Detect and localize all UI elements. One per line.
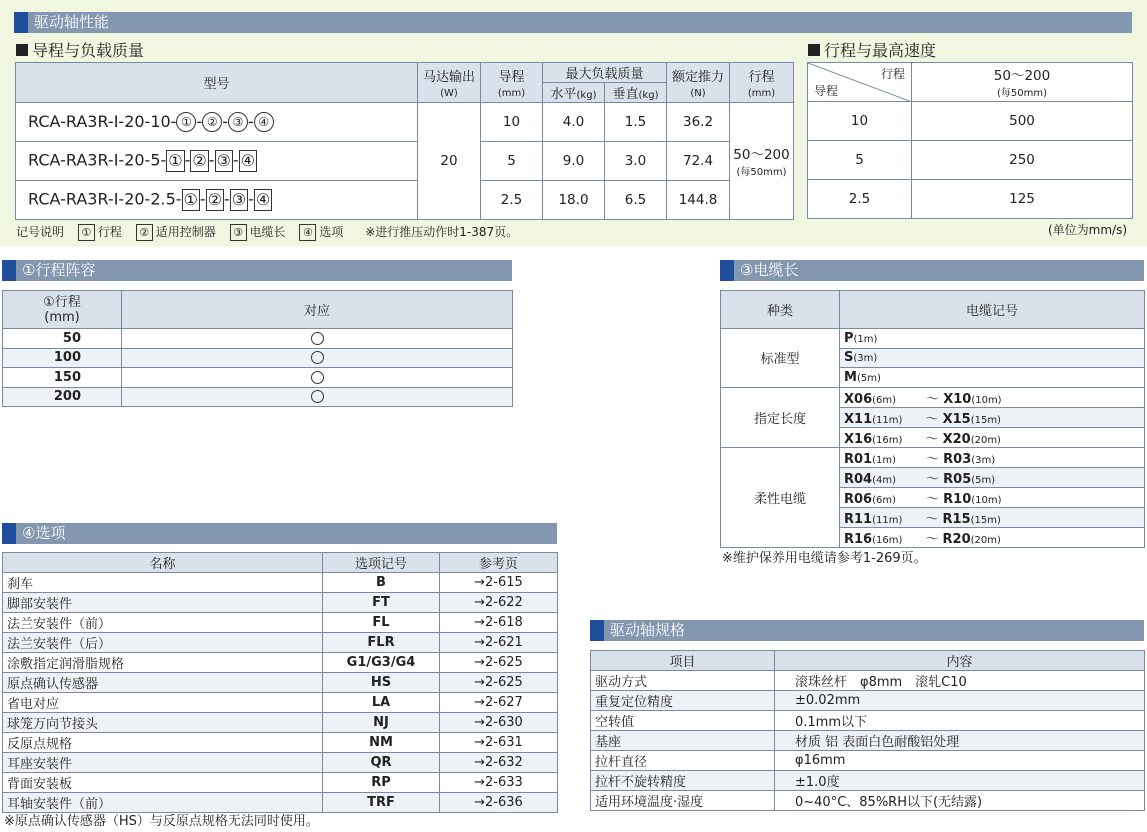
legend-text: 行程 — [97, 225, 122, 239]
col-stroke-label: 行程 — [748, 69, 775, 85]
table-row — [721, 329, 1145, 349]
option-page[interactable]: →2-618 — [440, 613, 558, 633]
col-horizontal-unit: (kg) — [576, 90, 597, 101]
table-row — [3, 633, 558, 653]
option-name: 刹车 — [3, 573, 323, 593]
cable-code-a: R06 — [844, 491, 873, 507]
stroke-note: (每50mm) — [736, 167, 787, 178]
section-title: ①行程阵容 — [22, 261, 96, 279]
option-name: 脚部安装件 — [3, 593, 323, 613]
col-name: 名称 — [3, 553, 323, 573]
cable-code-a: X06 — [844, 391, 873, 407]
option-name: 耳轴安装件（前） — [3, 793, 323, 813]
section-title: 驱动轴性能 — [34, 13, 110, 31]
mark-cable: ③ — [228, 112, 248, 132]
table-row — [808, 180, 1133, 219]
table-row — [721, 387, 1145, 407]
legend-label: 记号说明 — [16, 225, 65, 239]
load-section-title — [16, 38, 144, 61]
section-marker-icon — [14, 12, 28, 33]
option-name: 原点确认传感器 — [3, 673, 323, 693]
table-row — [3, 753, 558, 773]
col-max-load: 最大负载质量 — [543, 63, 667, 83]
cable-len-a: (11m) — [872, 414, 903, 426]
col-vertical-unit: (kg) — [638, 90, 659, 101]
table-row — [3, 329, 513, 349]
stroke-table-box — [2, 290, 512, 407]
col-motor-unit: (W) — [440, 87, 458, 99]
square-bullet-icon — [16, 44, 28, 56]
cable-code-b: R15 — [942, 511, 971, 527]
cable-code — [840, 467, 1145, 487]
cable-len-a: (1m) — [872, 454, 897, 466]
corner-top-label: 行程 — [880, 67, 905, 81]
section-marker-icon — [720, 260, 734, 281]
option-note: ※原点确认传感器（HS）与反原点规格无法同时使用。 — [4, 814, 319, 829]
lead-value: 2.5 — [481, 181, 543, 220]
speed-title-text: 行程与最高速度 — [824, 41, 937, 60]
section-marker-icon — [2, 523, 16, 544]
cable-len-a: (5m) — [856, 372, 881, 384]
col-type: 种类 — [721, 291, 840, 329]
cable-len-a: (6m) — [872, 394, 897, 406]
section-header-performance — [14, 12, 1132, 33]
cable-code-a: X11 — [844, 411, 873, 427]
horizontal-value: 4.0 — [543, 103, 605, 142]
cable-len-b: (15m) — [970, 414, 1001, 426]
col-support: 对应 — [122, 291, 513, 329]
load-table-box — [15, 62, 793, 220]
cable-len-b: (20m) — [970, 434, 1001, 446]
col-code: 电缆记号 — [840, 291, 1145, 329]
option-code: G1/G3/G4 — [323, 653, 440, 673]
cable-len-a: (1m) — [853, 333, 878, 345]
tilde: ～ — [926, 491, 940, 507]
circle-icon — [311, 371, 324, 384]
circle-icon — [311, 351, 324, 364]
option-name: 耳座安装件 — [3, 753, 323, 773]
table-row — [3, 613, 558, 633]
section-header-spec — [590, 620, 1144, 641]
speed-unit: (单位为mm/s) — [1048, 223, 1128, 237]
option-code: LA — [323, 693, 440, 713]
option-page[interactable]: →2-633 — [440, 773, 558, 793]
model-prefix: RCA-RA3R-I-20-10- — [28, 111, 177, 131]
cable-code-a: M — [844, 369, 857, 385]
option-name: 法兰安装件（前） — [3, 613, 323, 633]
table-row — [16, 103, 794, 142]
cable-code-a: R01 — [844, 451, 873, 467]
cable-code-b: R03 — [943, 451, 972, 467]
legend — [16, 223, 518, 241]
option-page[interactable]: →2-630 — [440, 713, 558, 733]
thrust-value: 72.4 — [667, 142, 730, 181]
tilde: ～ — [926, 471, 940, 487]
stroke-header-range: 50～200 — [993, 68, 1051, 84]
legend-text: 电缆长 — [249, 225, 286, 239]
spec-table — [590, 650, 1145, 811]
corner-bottom-label: 导程 — [814, 84, 839, 98]
col-stroke-unit: (mm) — [747, 87, 776, 99]
option-name: 涂敷指定润滑脂规格 — [3, 653, 323, 673]
speed-stroke-header — [912, 63, 1133, 102]
legend-text: 选项 — [319, 225, 344, 239]
speed-table — [807, 62, 1133, 219]
table-row — [591, 791, 1145, 811]
table-row — [3, 368, 513, 388]
cable-code-b: R20 — [942, 531, 971, 547]
cable-code-a: R16 — [844, 531, 873, 547]
stroke-value — [730, 103, 794, 220]
spec-content: 0.1mm以下 — [775, 711, 1145, 731]
legend-note: ※进行推压动作时1-387页。 — [365, 225, 519, 239]
stroke-header-note: (每50mm) — [996, 88, 1047, 99]
option-page[interactable]: →2-632 — [440, 753, 558, 773]
circle-icon — [311, 332, 324, 345]
square-bullet-icon — [808, 44, 820, 56]
cable-code-a: R04 — [844, 471, 873, 487]
table-row — [3, 733, 558, 753]
table-row — [3, 673, 558, 693]
speed-value: 250 — [912, 141, 1133, 180]
cable-code — [840, 368, 1145, 388]
mark-option: ④ — [255, 190, 271, 209]
vertical-value: 1.5 — [605, 103, 667, 142]
section-title: ④选项 — [22, 524, 66, 542]
col-content: 内容 — [775, 651, 1145, 671]
option-table-box — [2, 552, 557, 813]
table-row — [3, 573, 558, 593]
col-model: 型号 — [16, 63, 418, 103]
thrust-value: 36.2 — [667, 103, 730, 142]
cable-code-a: R11 — [844, 511, 873, 527]
table-row — [3, 593, 558, 613]
legend-text: 适用控制器 — [155, 225, 216, 239]
table-row — [591, 751, 1145, 771]
option-code: FT — [323, 593, 440, 613]
model-cell: RCA-RA3R-I-20-5- ① - ② - ③ - ④ — [16, 142, 418, 181]
mark-controller: ② — [207, 190, 223, 209]
cable-type: 指定长度 — [721, 387, 840, 447]
col-lead-unit: (mm) — [497, 87, 526, 99]
col-stroke — [3, 291, 122, 329]
col-page: 参考页 — [440, 553, 558, 573]
load-table — [15, 62, 794, 220]
option-name: 背面安装板 — [3, 773, 323, 793]
mark-controller: ② — [192, 151, 207, 170]
col-motor — [418, 63, 481, 103]
model-cell: RCA-RA3R-I-20-2.5- ① - ② - ③ - ④ — [16, 181, 418, 220]
table-row — [591, 771, 1145, 791]
support-cell — [122, 368, 513, 388]
cable-code — [840, 348, 1145, 368]
option-page[interactable]: →2-625 — [440, 653, 558, 673]
cable-code-b: X15 — [942, 411, 971, 427]
cable-code — [840, 329, 1145, 349]
spec-content: ±0.02mm — [775, 691, 1145, 711]
col-lead — [481, 63, 543, 103]
col-lead-label: 导程 — [498, 69, 525, 85]
stroke-table — [2, 290, 513, 407]
table-row — [591, 691, 1145, 711]
table-row — [808, 141, 1133, 180]
section-title: ③电缆长 — [740, 261, 799, 279]
support-cell — [122, 387, 513, 407]
horizontal-value: 18.0 — [543, 181, 605, 220]
stroke-value: 100 — [3, 348, 122, 368]
option-name: 反原点规格 — [3, 733, 323, 753]
table-row — [16, 181, 794, 220]
tilde: ～ — [926, 451, 940, 467]
spec-item: 驱动方式 — [591, 671, 775, 691]
cable-len-b: (15m) — [970, 514, 1001, 526]
cable-code-b: X20 — [942, 431, 971, 447]
horizontal-value: 9.0 — [543, 142, 605, 181]
col-thrust — [667, 63, 730, 103]
mark-cable: ③ — [231, 190, 247, 209]
cable-table-box — [720, 290, 1144, 548]
option-code: NM — [323, 733, 440, 753]
speed-lead: 2.5 — [808, 180, 912, 219]
model-prefix: RCA-RA3R-I-20-5- — [28, 150, 167, 170]
spec-content: 材质 铝 表面白色耐酸铝处理 — [775, 731, 1145, 751]
col-code: 选项记号 — [323, 553, 440, 573]
cable-code — [840, 447, 1145, 467]
col-horizontal-label: 水平 — [550, 87, 577, 102]
spec-content: ±1.0度 — [775, 771, 1145, 791]
cable-len-b: (3m) — [971, 454, 996, 466]
table-row — [591, 671, 1145, 691]
vertical-value: 6.5 — [605, 181, 667, 220]
cable-code-b: X10 — [943, 391, 972, 407]
table-row — [591, 711, 1145, 731]
stroke-value: 50 — [3, 329, 122, 349]
cable-type: 标准型 — [721, 329, 840, 388]
lead-value: 5 — [481, 142, 543, 181]
table-row — [3, 693, 558, 713]
speed-section-title — [808, 38, 936, 61]
speed-value: 500 — [912, 102, 1133, 141]
mark-option: ④ — [254, 112, 274, 132]
mark-controller: ② — [202, 112, 222, 132]
spec-item: 空转值 — [591, 711, 775, 731]
col-stroke-label: ①行程 — [43, 294, 81, 310]
model-prefix: RCA-RA3R-I-20-2.5- — [28, 189, 182, 209]
speed-value: 125 — [912, 180, 1133, 219]
option-name: 省电对应 — [3, 693, 323, 713]
spec-content: 0~40°C、85%RH以下(无结露) — [775, 791, 1145, 811]
cable-len-a: (4m) — [872, 474, 897, 486]
col-thrust-unit: (N) — [690, 87, 706, 99]
option-code: FL — [323, 613, 440, 633]
col-stroke — [730, 63, 794, 103]
legend-mark: ④ — [299, 224, 316, 241]
mark-option: ④ — [240, 151, 255, 170]
tilde: ～ — [925, 531, 939, 547]
tilde: ～ — [925, 411, 939, 427]
mark-stroke: ① — [176, 112, 196, 132]
spec-content: 滚珠丝杆 φ8mm 滚轧C10 — [775, 671, 1145, 691]
mark-stroke: ① — [168, 151, 183, 170]
section-header-stroke — [2, 260, 512, 281]
support-cell — [122, 348, 513, 368]
cable-code-a: P — [844, 330, 854, 346]
table-row — [3, 348, 513, 368]
circle-icon — [311, 390, 324, 403]
col-item: 项目 — [591, 651, 775, 671]
option-code: FLR — [323, 633, 440, 653]
col-stroke-unit: (mm) — [44, 309, 80, 325]
model-cell: RCA-RA3R-I-20-10- ① - ② - ③ - ④ — [16, 103, 418, 142]
legend-mark: ② — [136, 224, 153, 241]
spec-item: 拉杆不旋转精度 — [591, 771, 775, 791]
cable-len-b: (20m) — [970, 534, 1001, 546]
cable-code-a: X16 — [844, 431, 873, 447]
option-code: HS — [323, 673, 440, 693]
cable-len-b: (10m) — [971, 494, 1002, 506]
mark-cable: ③ — [216, 151, 231, 170]
legend-mark: ③ — [230, 224, 247, 241]
spec-item: 重复定位精度 — [591, 691, 775, 711]
section-header-cable — [720, 260, 1144, 281]
table-row — [16, 142, 794, 181]
cable-len-a: (3m) — [853, 353, 878, 365]
cable-code — [840, 387, 1145, 407]
col-vertical-label: 垂直 — [612, 87, 639, 102]
table-row — [3, 773, 558, 793]
table-row — [3, 653, 558, 673]
speed-table-box — [807, 62, 1132, 219]
cable-len-b: (10m) — [971, 394, 1002, 406]
section-marker-icon — [2, 260, 16, 281]
motor-value: 20 — [418, 103, 481, 220]
option-table — [2, 552, 558, 813]
option-code: TRF — [323, 793, 440, 813]
cable-code — [840, 527, 1145, 547]
col-motor-label: 马达输出 — [422, 69, 475, 85]
option-page[interactable]: →2-615 — [440, 573, 558, 593]
thrust-value: 144.8 — [667, 181, 730, 220]
cable-len-a: (16m) — [872, 434, 903, 446]
cable-len-a: (6m) — [872, 494, 897, 506]
table-row — [3, 387, 513, 407]
cable-type: 柔性电缆 — [721, 447, 840, 547]
option-page[interactable]: →2-631 — [440, 733, 558, 753]
section-title: 驱动轴规格 — [610, 621, 686, 639]
option-name: 球笼万向节接头 — [3, 713, 323, 733]
speed-lead: 10 — [808, 102, 912, 141]
lead-value: 10 — [481, 103, 543, 142]
option-page[interactable]: →2-621 — [440, 633, 558, 653]
table-row — [808, 102, 1133, 141]
stroke-value: 200 — [3, 387, 122, 407]
cable-len-a: (11m) — [872, 514, 903, 526]
spec-item: 适用环境温度·湿度 — [591, 791, 775, 811]
option-code: NJ — [323, 713, 440, 733]
section-header-option — [2, 523, 557, 544]
cable-code-b: R10 — [943, 491, 972, 507]
cable-code — [840, 407, 1145, 427]
option-page[interactable]: →2-627 — [440, 693, 558, 713]
col-horizontal — [543, 83, 605, 103]
option-page[interactable]: →2-625 — [440, 673, 558, 693]
cable-code — [840, 507, 1145, 527]
cable-code — [840, 487, 1145, 507]
spec-table-box — [590, 650, 1144, 811]
table-row — [721, 447, 1145, 467]
table-row — [3, 713, 558, 733]
mark-stroke: ① — [183, 190, 198, 209]
cable-table — [720, 290, 1145, 548]
option-page[interactable]: →2-636 — [440, 793, 558, 813]
tilde: ～ — [925, 511, 939, 527]
table-row — [591, 731, 1145, 751]
cable-code — [840, 427, 1145, 447]
col-thrust-label: 额定推力 — [672, 69, 725, 85]
option-name: 法兰安装件（后） — [3, 633, 323, 653]
spec-content: φ16mm — [775, 751, 1145, 771]
cable-len-a: (16m) — [872, 534, 903, 546]
vertical-value: 3.0 — [605, 142, 667, 181]
tilde: ～ — [925, 431, 939, 447]
spec-item: 拉杆直径 — [591, 751, 775, 771]
stroke-range: 50～200 — [733, 147, 790, 163]
option-code: QR — [323, 753, 440, 773]
speed-corner-cell — [808, 63, 912, 102]
cable-note: ※维护保养用电缆请参考1-269页。 — [722, 551, 927, 566]
cable-code-b: R05 — [943, 471, 972, 487]
speed-lead: 5 — [808, 141, 912, 180]
legend-mark: ① — [78, 224, 95, 241]
option-page[interactable]: →2-622 — [440, 593, 558, 613]
col-vertical — [605, 83, 667, 103]
support-cell — [122, 329, 513, 349]
spec-item: 基座 — [591, 731, 775, 751]
stroke-value: 150 — [3, 368, 122, 388]
load-title-text: 导程与负载质量 — [32, 41, 145, 60]
tilde: ～ — [926, 391, 940, 407]
option-code: RP — [323, 773, 440, 793]
section-marker-icon — [590, 620, 604, 641]
cable-code-a: S — [844, 350, 854, 366]
option-code: B — [323, 573, 440, 593]
cable-len-b: (5m) — [971, 474, 996, 486]
